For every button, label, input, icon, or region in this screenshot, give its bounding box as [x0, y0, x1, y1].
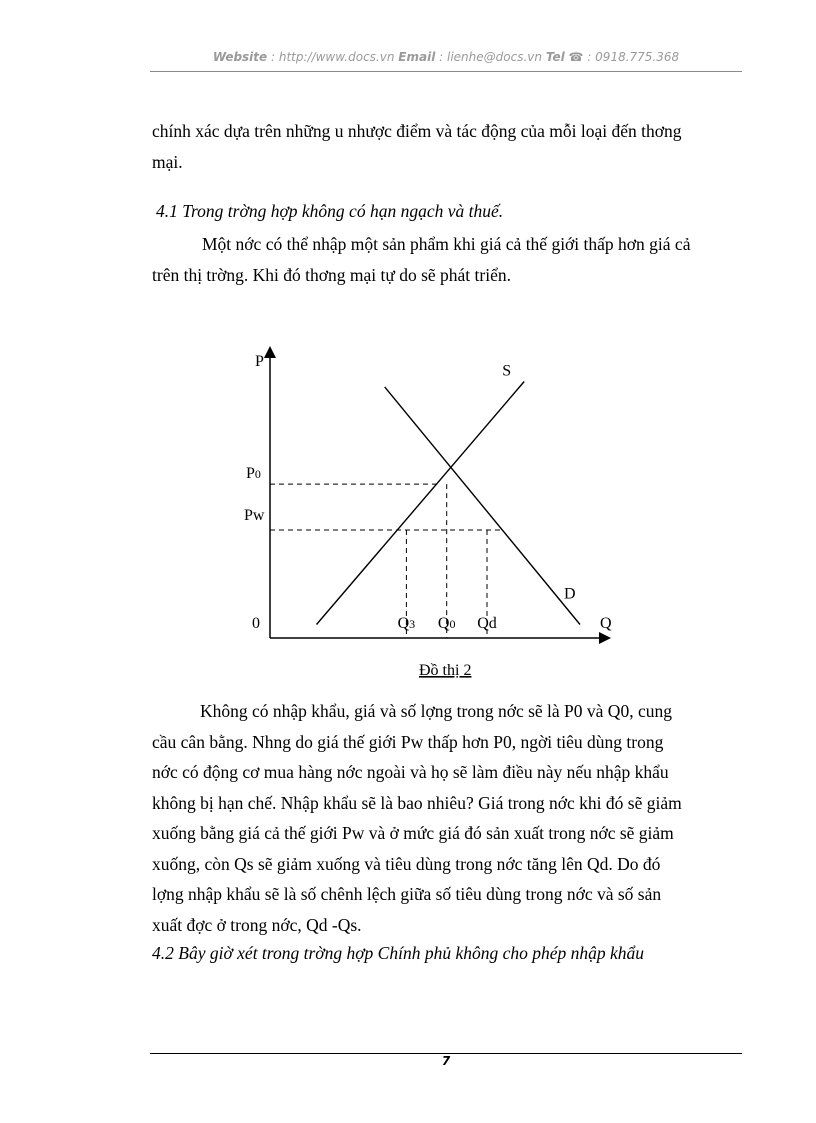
email-address[interactable]: : lienhe@docs.vn	[439, 50, 542, 64]
paragraph-line: lợng nhập khẩu sẽ là số chênh lệch giữa số tiêu dùng trong nớc và số sản	[152, 884, 662, 904]
paragraph-free-trade	[152, 229, 740, 290]
paragraph-line: nớc có động cơ mua hàng nớc ngoài và họ sẽ làm điều này nếu nhập khẩu	[152, 762, 669, 782]
section-heading-4-2: 4.2 Bây giờ xét trong trờng hợp Chính phủ không cho phép nhập khẩu	[152, 943, 645, 963]
page-number: 7	[441, 1054, 451, 1068]
chart-title: Đồ thị 2	[419, 662, 472, 679]
paragraph-line: Một nớc có thể nhập một sản phẩm khi giá cả thế giới thấp hơn giá cả	[202, 234, 691, 254]
paragraph-line: xuống bằng giá cả thế giới Pw và ở mức giá đó sản xuất trong nớc sẽ giảm	[152, 823, 674, 843]
chart-svg	[230, 330, 630, 690]
website-url[interactable]: : http://www.docs.vn	[271, 50, 395, 64]
phone-icon: ☎	[568, 50, 584, 64]
price-label-p0: P0	[246, 465, 261, 483]
y-axis-label: P	[255, 353, 264, 370]
quantity-label-qd: Qd	[477, 615, 497, 632]
supply-demand-chart	[230, 330, 630, 690]
email-label: Email	[398, 50, 436, 64]
supply-curve-label: S	[502, 362, 512, 380]
website-label: Website	[212, 50, 268, 64]
quantity-label-q3: Q3	[397, 615, 416, 632]
demand-curve-label: D	[564, 585, 576, 603]
tel-label: Tel	[545, 50, 565, 64]
paragraph-explanation	[152, 696, 740, 940]
paragraph-intro	[152, 116, 740, 177]
curve-s	[317, 382, 525, 625]
origin-label: 0	[252, 615, 260, 632]
page-header	[150, 50, 742, 64]
paragraph-line: Không có nhập khẩu, giá và số lợng trong nớc sẽ là P0 và Q0, cung	[200, 701, 672, 721]
phone-number: : 0918.775.368	[587, 50, 680, 64]
paragraph-line: mại.	[152, 151, 183, 172]
paragraph-line: chính xác dựa trên những u nhược điểm và tác động của mỗi loại đến thơng	[152, 121, 682, 141]
quantity-label-q0: Q0	[437, 615, 456, 632]
price-label-pw: Pw	[244, 507, 265, 524]
paragraph-line: cầu cân bằng. Nhng do giá thế giới Pw thấp hơn P0, ngời tiêu dùng trong	[152, 731, 664, 752]
paragraph-line: xuống, còn Qs sẽ giảm xuống và tiêu dùng trong nớc tăng lên Qd. Do đó	[152, 853, 661, 874]
section-heading-4-1: 4.1 Trong trờng hợp không có hạn ngạch và thuế.	[156, 201, 504, 221]
curve-d	[385, 387, 580, 625]
header-divider	[150, 71, 742, 72]
paragraph-line: trên thị trờng. Khi đó thơng mại tự do sẽ phát triển.	[152, 264, 511, 285]
paragraph-line: xuất đợc ở trong nớc, Qd -Qs.	[152, 914, 362, 935]
paragraph-line: không bị hạn chế. Nhập khẩu sẽ là bao nhiêu? Giá trong nớc khi đó sẽ giảm	[152, 792, 682, 813]
x-axis-label: Q	[600, 615, 612, 632]
